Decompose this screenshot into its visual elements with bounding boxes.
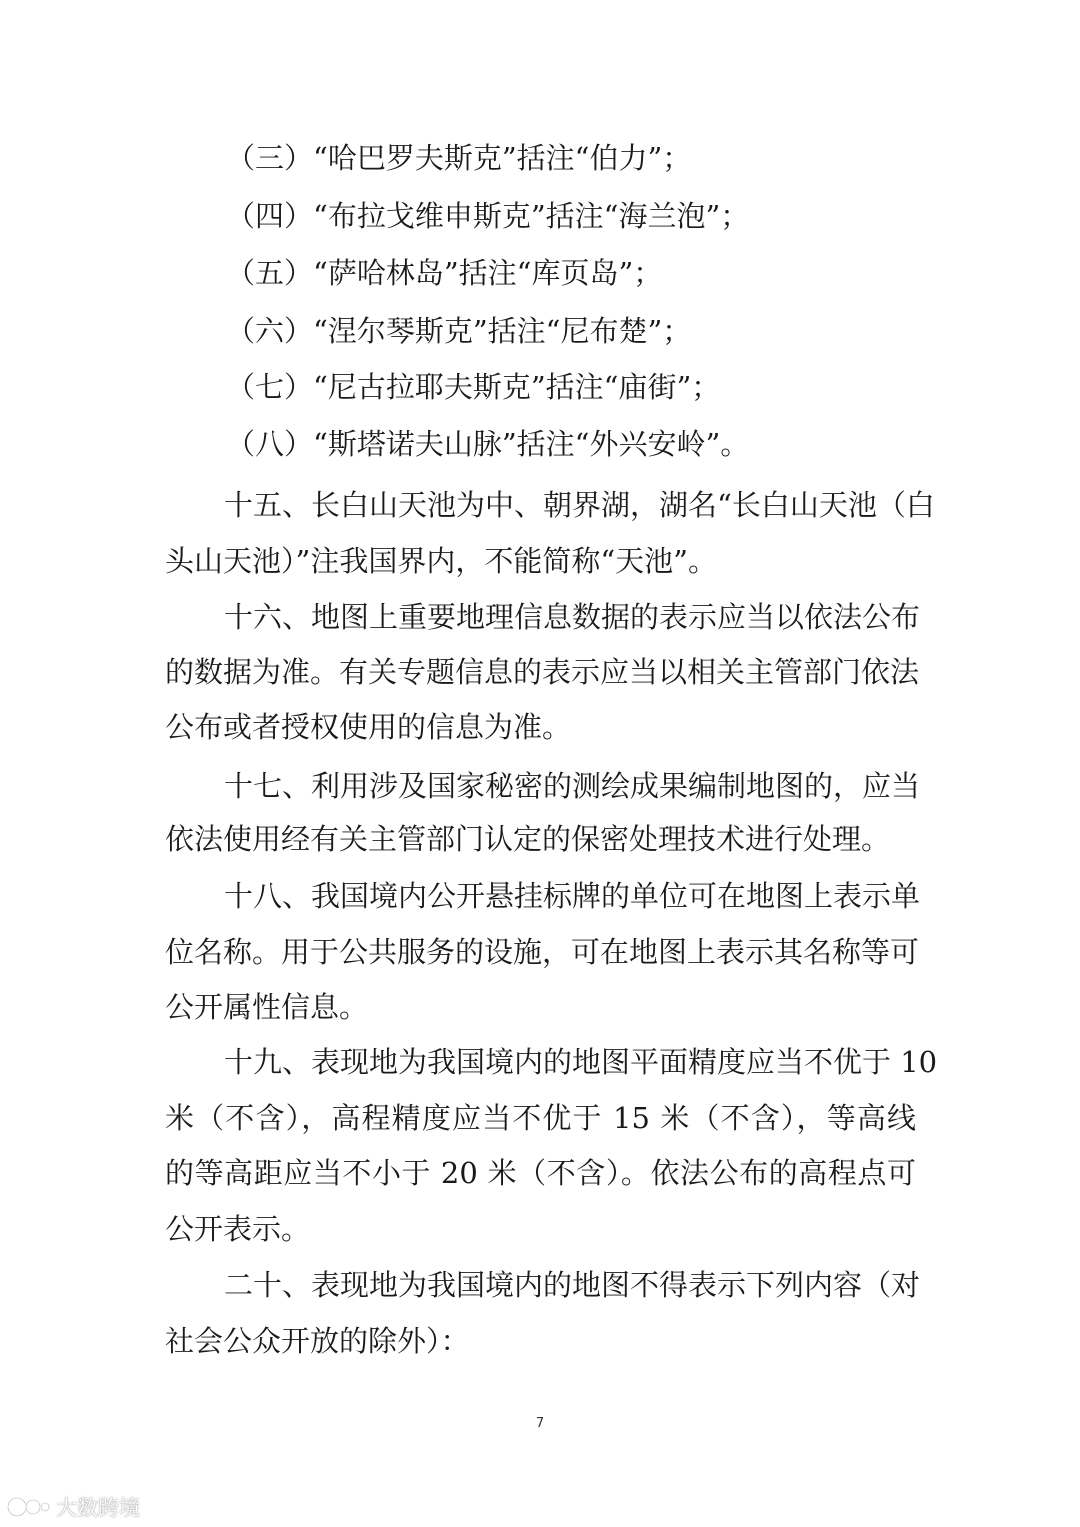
paragraph-line: 位名称。用于公共服务的设施，可在地图上表示其名称等可 <box>165 935 920 969</box>
watermark <box>6 1492 140 1522</box>
paragraph-line: 依法使用经有关主管部门认定的保密处理技术进行处理。 <box>165 822 891 856</box>
watermark-text: 大数跨境 <box>56 1496 140 1520</box>
paragraph-line: 十七、利用涉及国家秘密的测绘成果编制地图的，应当 <box>224 769 921 803</box>
paragraph-line: 公布或者授权使用的信息为准。 <box>165 710 572 744</box>
paragraph-line: 十九、表现地为我国境内的地图平面精度应当不优于 10 <box>224 1045 938 1079</box>
paragraph-line: 公开表示。 <box>165 1212 311 1246</box>
paragraph-line: 二十、表现地为我国境内的地图不得表示下列内容（对 <box>224 1268 921 1302</box>
paragraph-line: 公开属性信息。 <box>165 990 369 1024</box>
list-item: （六）“涅尔琴斯克”括注“尼布楚”； <box>226 314 692 348</box>
watermark-logo-icon <box>6 1494 52 1520</box>
paragraph-line: 十六、地图上重要地理信息数据的表示应当以依法公布 <box>224 600 921 634</box>
paragraph-line: 十五、长白山天池为中、朝界湖，湖名“长白山天池（白 <box>224 488 935 522</box>
paragraph-line: 社会公众开放的除外）： <box>165 1324 470 1358</box>
paragraph-line: 十八、我国境内公开悬挂标牌的单位可在地图上表示单 <box>224 879 921 913</box>
list-item: （八）“斯塔诺夫山脉”括注“外兴安岭”。 <box>226 427 750 461</box>
list-item: （四）“布拉戈维申斯克”括注“海兰泡”； <box>226 199 750 233</box>
list-item: （七）“尼古拉耶夫斯克”括注“庙街”； <box>226 370 721 404</box>
page-number: 7 <box>535 1416 545 1431</box>
paragraph-line: 米（不含），高程精度应当不优于 15 米（不含），等高线 <box>165 1101 916 1135</box>
paragraph-line: 头山天池）”注我国界内，不能简称“天池”。 <box>165 544 717 578</box>
list-item: （三）“哈巴罗夫斯克”括注“伯力”； <box>226 141 692 175</box>
list-item: （五）“萨哈林岛”括注“库页岛”； <box>226 256 663 290</box>
paragraph-line: 的数据为准。有关专题信息的表示应当以相关主管部门依法 <box>165 655 920 689</box>
paragraph-line: 的等高距应当不小于 20 米（不含）。依法公布的高程点可 <box>165 1156 916 1190</box>
